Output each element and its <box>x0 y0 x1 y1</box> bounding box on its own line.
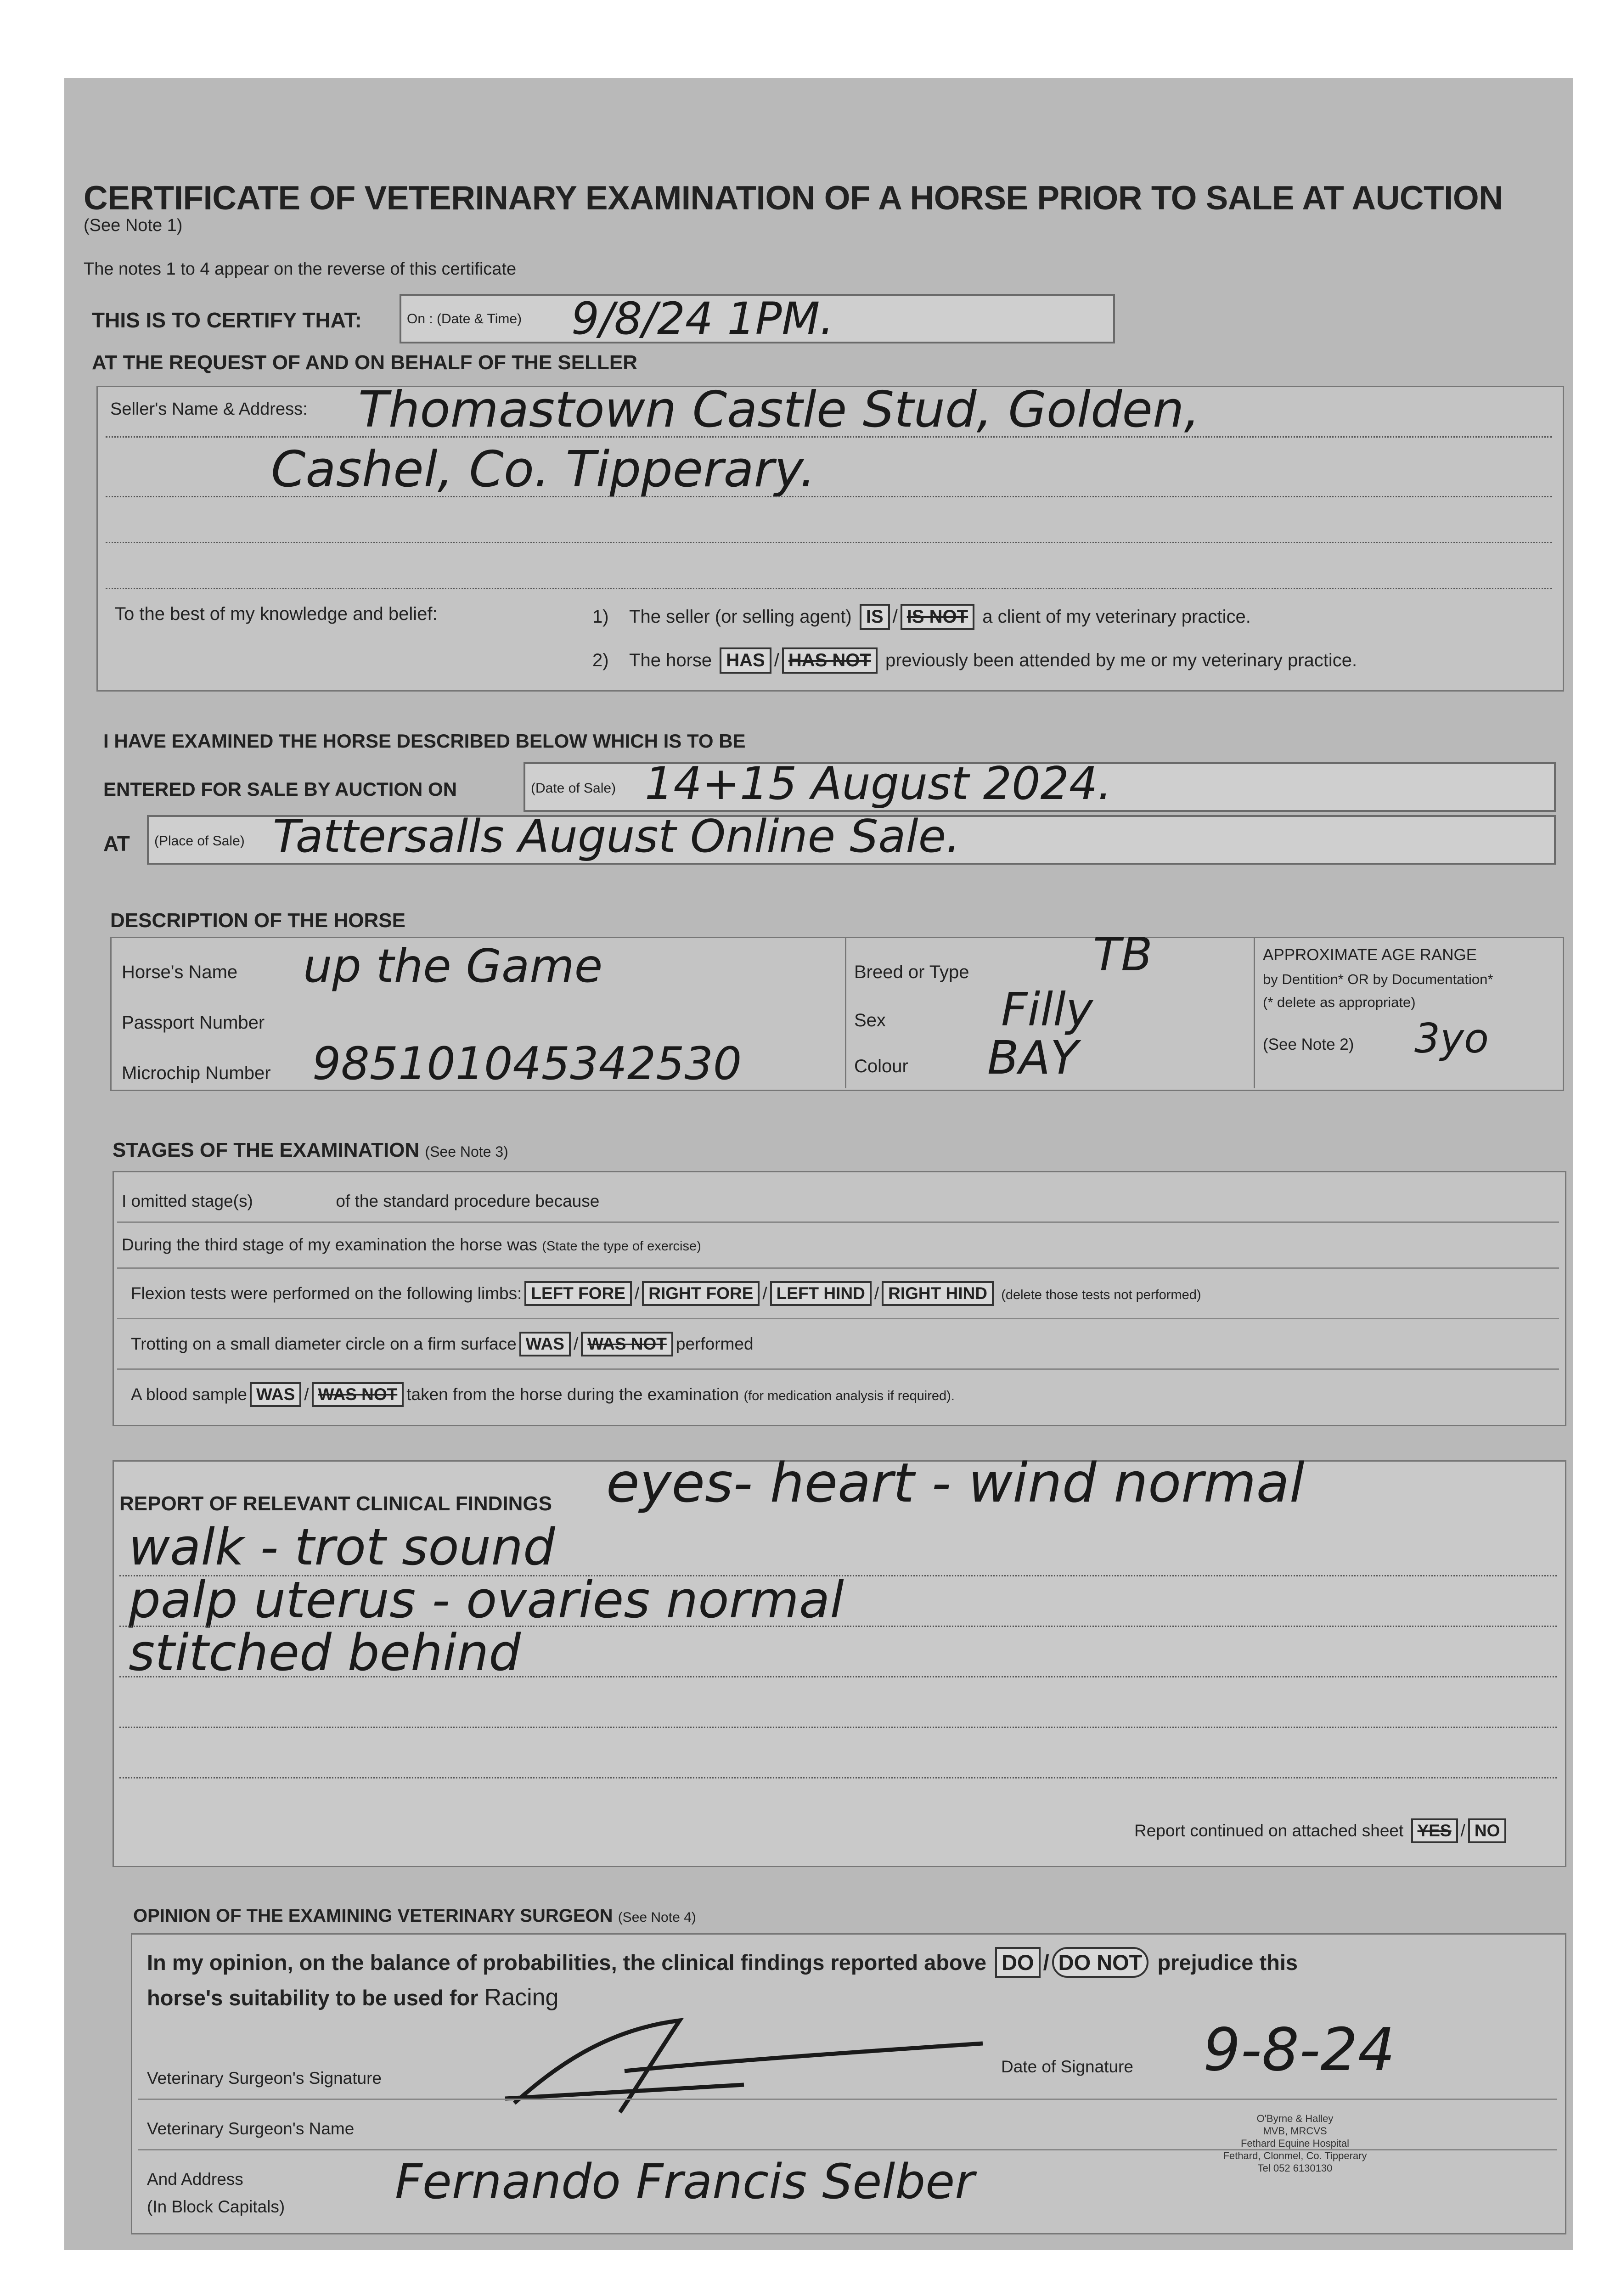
horse-has-not-option[interactable]: HAS NOT <box>782 647 878 674</box>
horse-has-option[interactable]: HAS <box>720 647 771 674</box>
seller-client-statement: 1) The seller (or selling agent) IS / IS NOT a client of my veterinary practice. <box>592 604 1251 630</box>
description-divider-2 <box>1254 937 1255 1088</box>
client-is-option[interactable]: IS <box>860 604 890 630</box>
breed-label: Breed or Type <box>854 962 969 982</box>
colour-label: Colour <box>854 1056 908 1076</box>
seller-rule-3 <box>106 542 1552 543</box>
stages-heading-note: (See Note 3) <box>425 1143 508 1160</box>
knowledge-label: To the best of my knowledge and belief: <box>115 604 438 624</box>
report-line-1[interactable]: eyes- heart - wind normal <box>606 1451 1305 1514</box>
seller-name-label: Seller's Name & Address: <box>110 400 308 419</box>
opinion-statement: In my opinion, on the balance of probabilities, the clinical findings reported above DO / DO NOT prejudice this <box>147 1947 1298 1978</box>
description-divider-1 <box>845 937 846 1088</box>
description-heading: DESCRIPTION OF THE HORSE <box>110 909 405 932</box>
omitted-stages-because: of the standard procedure because <box>336 1192 600 1210</box>
colour-value[interactable]: BAY <box>987 1031 1079 1085</box>
request-line: AT THE REQUEST OF AND ON BEHALF OF THE SELLER <box>92 351 637 374</box>
opinion-do-option[interactable]: DO <box>995 1947 1041 1978</box>
stamp-line-2: MVB, MRCVS <box>1263 2125 1327 2137</box>
flexion-left-hind[interactable]: LEFT HIND <box>770 1281 872 1306</box>
flexion-right-hind[interactable]: RIGHT HIND <box>882 1281 994 1306</box>
item1-suffix: a client of my veterinary practice. <box>982 607 1251 627</box>
horse-attended-statement: 2) The horse HAS / HAS NOT previously been attended by me or my veterinary practice. <box>592 647 1357 674</box>
place-of-sale-value: Tattersalls August Online Sale. <box>273 810 961 863</box>
report-continued-label: Report continued on attached sheet <box>1134 1821 1404 1840</box>
age-range-title: APPROXIMATE AGE RANGE <box>1263 946 1477 964</box>
opinion-heading-note: (See Note 4) <box>618 1910 696 1925</box>
date-time-label: On : (Date & Time) <box>407 311 522 326</box>
trotting-line: Trotting on a small diameter circle on a firm surface WAS / WAS NOT performed <box>131 1332 754 1356</box>
opinion-use-value[interactable]: Racing <box>484 1984 559 2011</box>
sex-value[interactable]: Filly <box>1001 983 1093 1036</box>
opinion-statement-text: In my opinion, on the balance of probabilities, the clinical findings reported above <box>147 1950 986 1975</box>
flexion-label: Flexion tests were performed on the following limbs: <box>131 1284 522 1303</box>
age-value[interactable]: 3yo <box>1414 1015 1489 1062</box>
certify-label: THIS IS TO CERTIFY THAT: <box>92 308 362 332</box>
date-of-sale-value: 14+15 August 2024. <box>645 758 1112 810</box>
stamp-line-1: O'Byrne & Halley <box>1256 2113 1334 2124</box>
stages-rule-1 <box>117 1221 1559 1223</box>
report-heading: REPORT OF RELEVANT CLINICAL FINDINGS <box>119 1492 552 1515</box>
opinion-suitability-line <box>147 1984 558 2011</box>
age-range-method: by Dentition* OR by Documentation* <box>1263 971 1493 987</box>
opinion-heading-text: OPINION OF THE EXAMINING VETERINARY SURGEON <box>133 1906 613 1926</box>
omitted-stages-label: I omitted stage(s) <box>122 1192 253 1210</box>
vet-address-label: And Address <box>147 2170 243 2189</box>
date-of-signature-value[interactable]: 9-8-24 <box>1203 2016 1396 2084</box>
flexion-right-fore[interactable]: RIGHT FORE <box>642 1281 760 1306</box>
item2-number: 2) <box>592 650 609 670</box>
report-rule-1 <box>119 1575 1557 1576</box>
client-is-not-option[interactable]: IS NOT <box>901 604 974 630</box>
report-continued-line: Report continued on attached sheet YES / NO <box>1134 1818 1509 1843</box>
sex-label: Sex <box>854 1010 886 1030</box>
horse-name-label: Horse's Name <box>122 962 238 982</box>
seller-rule-1 <box>106 436 1552 438</box>
see-note-1: (See Note 1) <box>84 216 183 235</box>
blood-sample-label: A blood sample <box>131 1385 248 1404</box>
passport-label: Passport Number <box>122 1013 265 1033</box>
certificate-title: CERTIFICATE OF VETERINARY EXAMINATION OF A HORSE PRIOR TO SALE AT AUCTION <box>84 180 1503 217</box>
notes-line: The notes 1 to 4 appear on the reverse of this certificate <box>84 259 517 279</box>
report-line-2[interactable]: walk - trot sound <box>129 1518 555 1576</box>
opinion-heading <box>133 1906 696 1926</box>
opinion-do-not-option[interactable]: DO NOT <box>1052 1947 1149 1978</box>
seller-rule-4 <box>106 588 1552 589</box>
trotting-was-not-option[interactable]: WAS NOT <box>581 1332 673 1356</box>
report-rule-5 <box>119 1777 1557 1778</box>
blood-sample-note: (for medication analysis if required). <box>743 1389 955 1403</box>
blood-sample-line: A blood sample WAS / WAS NOT taken from the horse during the examination (for medication analysis if required). <box>131 1382 955 1407</box>
vet-name-label: Veterinary Surgeon's Name <box>147 2119 355 2138</box>
item2-suffix: previously been attended by me or my veterinary practice. <box>885 650 1357 670</box>
flexion-line: Flexion tests were performed on the following limbs: LEFT FORE / RIGHT FORE / LEFT HIND / RIGHT HIND (delete those tests not performed) <box>131 1281 1201 1306</box>
practice-stamp <box>1203 2112 1387 2174</box>
item1-number: 1) <box>592 607 609 627</box>
block-capitals-label: (In Block Capitals) <box>147 2197 285 2216</box>
date-of-signature-label: Date of Signature <box>1001 2057 1133 2076</box>
report-line-3[interactable]: palp uterus - ovaries normal <box>129 1570 844 1629</box>
trotting-suffix: performed <box>676 1334 754 1353</box>
report-line-4[interactable]: stitched behind <box>129 1623 521 1682</box>
blood-sample-suffix: taken from the horse during the examination <box>406 1385 739 1404</box>
opinion-rule-1 <box>138 2099 1557 2100</box>
stamp-line-4: Fethard, Clonmel, Co. Tipperary <box>1223 2150 1367 2161</box>
flexion-delete-note: (delete those tests not performed) <box>1001 1288 1201 1302</box>
stamp-line-3: Fethard Equine Hospital <box>1240 2138 1350 2149</box>
opinion-statement-suffix: prejudice this <box>1157 1950 1298 1975</box>
age-range-delete-note: (* delete as appropriate) <box>1263 994 1416 1010</box>
item1-text: The seller (or selling agent) <box>629 607 852 627</box>
blood-was-not-option[interactable]: WAS NOT <box>312 1382 404 1407</box>
stages-rule-3 <box>117 1318 1559 1319</box>
stamp-line-5: Tel 052 6130130 <box>1257 2162 1333 2174</box>
examined-line: I HAVE EXAMINED THE HORSE DESCRIBED BELOW WHICH IS TO BE <box>103 730 746 752</box>
report-rule-4 <box>119 1727 1557 1728</box>
microchip-value[interactable]: 985101045342530 <box>312 1038 742 1090</box>
third-stage-label: During the third stage of my examination the horse was <box>122 1235 537 1254</box>
seller-rule-2 <box>106 496 1552 497</box>
report-rule-2 <box>119 1626 1557 1627</box>
date-of-sale-label: (Date of Sale) <box>531 781 616 796</box>
stages-rule-2 <box>117 1267 1559 1269</box>
item2-text: The horse <box>629 650 712 670</box>
third-stage-note: (State the type of exercise) <box>542 1239 701 1254</box>
blood-was-option[interactable]: WAS <box>250 1382 301 1407</box>
breed-value[interactable]: TB <box>1093 928 1153 981</box>
flexion-left-fore[interactable]: LEFT FORE <box>524 1281 632 1306</box>
stages-heading <box>113 1139 508 1162</box>
third-stage-line <box>122 1235 701 1255</box>
place-of-sale-label: (Place of Sale) <box>154 833 245 849</box>
omitted-stages-line <box>122 1192 599 1211</box>
at-label: AT <box>103 832 130 855</box>
stages-heading-text: STAGES OF THE EXAMINATION <box>113 1139 420 1161</box>
entered-for-sale-label: ENTERED FOR SALE BY AUCTION ON <box>103 778 457 800</box>
date-time-value: 9/8/24 1PM. <box>571 293 834 344</box>
seller-address-line1[interactable]: Thomastown Castle Stud, Golden, <box>358 381 1200 439</box>
trotting-was-option[interactable]: WAS <box>519 1332 571 1356</box>
trotting-label: Trotting on a small diameter circle on a firm surface <box>131 1334 517 1353</box>
horse-name-value[interactable]: up the Game <box>303 939 603 993</box>
seller-address-line2[interactable]: Cashel, Co. Tipperary. <box>271 441 816 498</box>
report-continued-no[interactable]: NO <box>1468 1818 1507 1843</box>
stages-rule-4 <box>117 1368 1559 1370</box>
signature-label: Veterinary Surgeon's Signature <box>147 2069 382 2088</box>
opinion-suitability-label: horse's suitability to be used for <box>147 1986 478 2010</box>
vet-name-value[interactable]: Fernando Francis Selber <box>395 2154 975 2210</box>
microchip-label: Microchip Number <box>122 1063 271 1083</box>
report-rule-3 <box>119 1676 1557 1677</box>
report-continued-yes[interactable]: YES <box>1411 1818 1458 1843</box>
place-of-sale-field[interactable] <box>147 810 1556 865</box>
age-range-see-note: (See Note 2) <box>1263 1035 1354 1053</box>
vet-signature <box>487 2011 992 2122</box>
date-time-field[interactable] <box>400 294 1115 343</box>
date-of-sale-field[interactable] <box>524 758 1556 812</box>
